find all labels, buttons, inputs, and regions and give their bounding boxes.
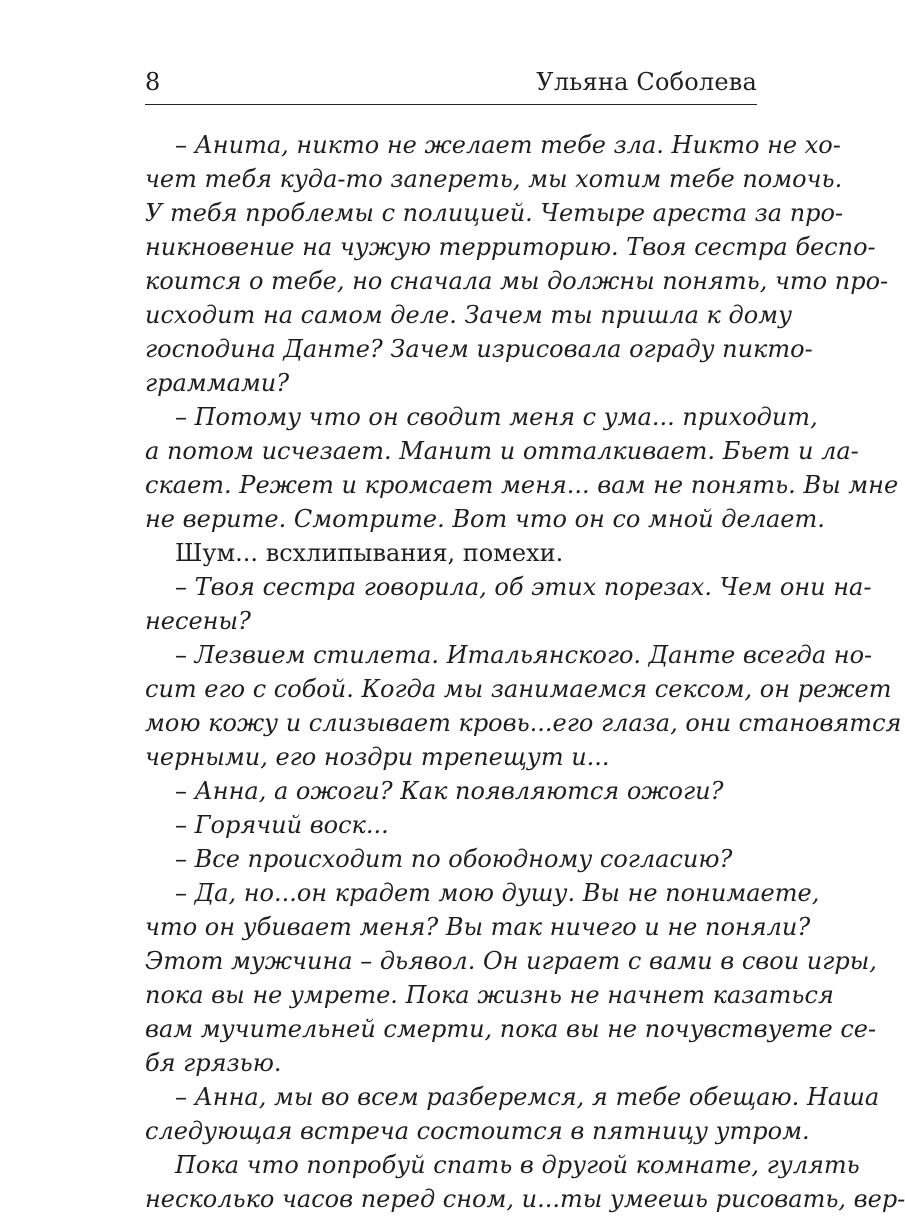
running-head xyxy=(145,70,757,100)
text-line: – Да, но...он крадет мою душу. Вы не понимаете, xyxy=(175,879,820,907)
text-line: никновение на чужую территорию. Твоя сестра беспо- xyxy=(145,233,876,261)
text-line: что он убивает меня? Вы так ничего и не поняли? xyxy=(145,913,811,941)
text-line: Шум... всхлипывания, помехи. xyxy=(175,539,564,567)
text-line: чет тебя куда-то запереть, мы хотим тебе помочь. xyxy=(145,165,843,193)
text-line: граммами? xyxy=(145,369,290,397)
header-rule xyxy=(145,104,757,105)
text-line: черными, его ноздри трепещут и... xyxy=(145,743,610,771)
text-line: мою кожу и слизывает кровь...его глаза, они становятся xyxy=(145,709,902,737)
text-line: несены? xyxy=(145,607,251,635)
text-line: несколько часов перед сном, и...ты умеешь рисовать, вер- xyxy=(145,1185,905,1213)
text-line: – Лезвием стилета. Итальянского. Данте всегда но- xyxy=(175,641,873,669)
text-line: – Анна, мы во всем разберемся, я тебе обещаю. Наша xyxy=(175,1083,880,1111)
text-line: а потом исчезает. Манит и отталкивает. Бьет и ла- xyxy=(145,437,859,465)
text-line: пока вы не умрете. Пока жизнь не начнет казаться xyxy=(145,981,834,1009)
text-line: – Все происходит по обоюдному согласию? xyxy=(175,845,733,873)
page-number: 8 xyxy=(145,68,161,96)
text-line: коится о тебе, но сначала мы должны понять, что про- xyxy=(145,267,889,295)
text-line: У тебя проблемы с полицией. Четыре ареста за про- xyxy=(145,199,844,227)
text-line: исходит на самом деле. Зачем ты пришла к дому xyxy=(145,301,792,329)
text-line: не верите. Смотрите. Вот что он со мной делает. xyxy=(145,505,825,533)
text-line: – Твоя сестра говорила, об этих порезах. Чем они на- xyxy=(175,573,872,601)
text-line: – Потому что он сводит меня с ума... приходит, xyxy=(175,403,818,431)
text-line: Этот мужчина – дьявол. Он играет с вами в свои игры, xyxy=(145,947,877,975)
body-text xyxy=(145,128,905,1216)
text-line: господина Данте? Зачем изрисовала ограду пикто- xyxy=(145,335,813,363)
text-line: – Горячий воск... xyxy=(175,811,389,839)
text-line: скает. Режет и кромсает меня... вам не понять. Вы мне xyxy=(145,471,899,499)
text-line: бя грязью. xyxy=(145,1049,282,1077)
text-line: – Анна, а ожоги? Как появляются ожоги? xyxy=(175,777,724,805)
author-name: Ульяна Соболева xyxy=(536,68,757,96)
text-line: вам мучительней смерти, пока вы не почувствуете се- xyxy=(145,1015,877,1043)
text-line: следующая встреча состоится в пятницу утром. xyxy=(145,1117,810,1145)
text-line: – Анита, никто не желает тебе зла. Никто не хо- xyxy=(175,131,841,159)
text-line: сит его с собой. Когда мы занимаемся сексом, он режет xyxy=(145,675,892,703)
text-line: Пока что попробуй спать в другой комнате, гулять xyxy=(175,1151,860,1179)
